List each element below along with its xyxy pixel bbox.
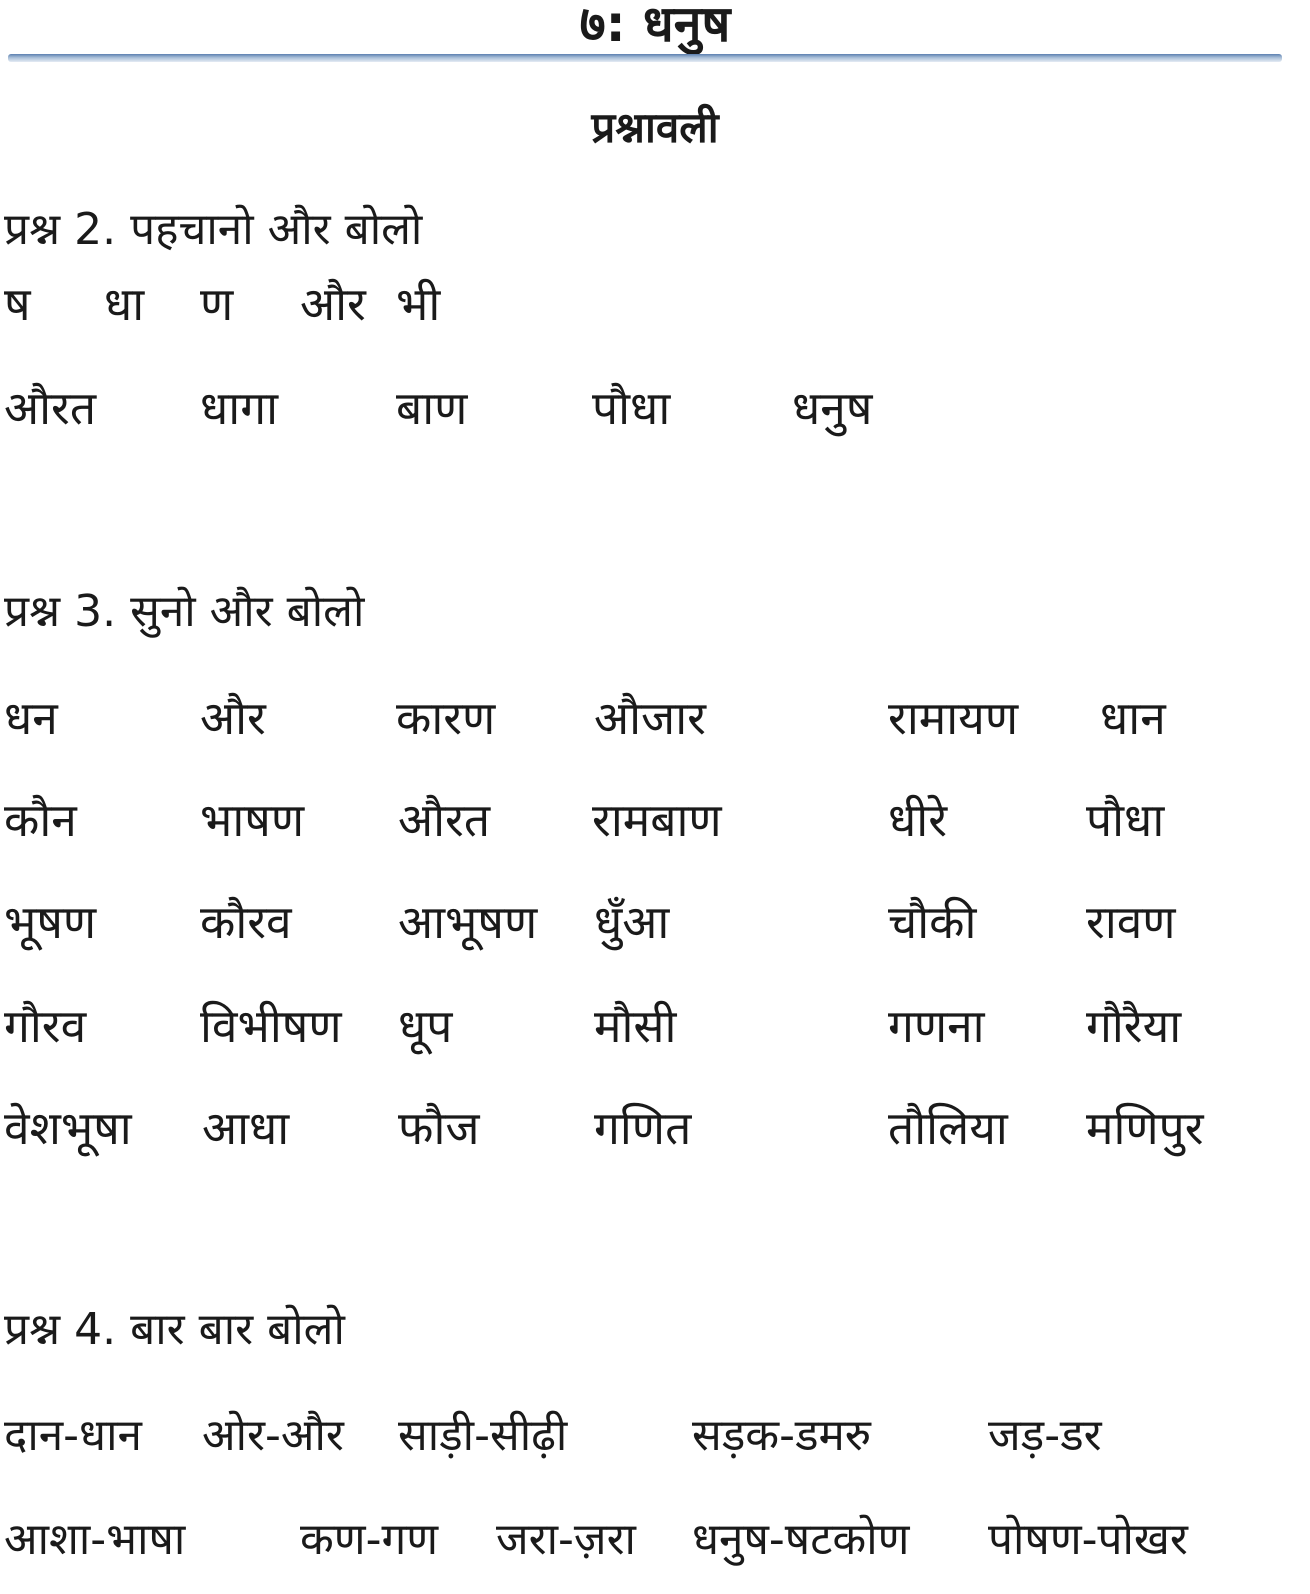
- exercise-heading: प्रश्नावली: [591, 103, 719, 152]
- word-pair: धनुष-षटकोण: [692, 1514, 910, 1565]
- word-item: कारण: [396, 691, 496, 745]
- letter-item: ण: [200, 277, 234, 331]
- title-underline: [8, 54, 1282, 62]
- word-item: रामायण: [888, 691, 1019, 745]
- question-3-row: [0, 1096, 1310, 1160]
- letter-item: भी: [396, 277, 441, 331]
- word-pair: जड़-डर: [988, 1410, 1102, 1461]
- word-item: गौरव: [4, 999, 87, 1053]
- question-3-row: [0, 788, 1310, 852]
- question-4-row: [0, 1404, 1310, 1468]
- word-pair: साड़ी-सीढ़ी: [398, 1410, 568, 1461]
- word-pair: दान-धान: [4, 1410, 142, 1461]
- word-pair: ओर-और: [202, 1410, 344, 1461]
- word-item: आधा: [202, 1101, 290, 1155]
- word-pair: पोषण-पोखर: [988, 1514, 1188, 1565]
- word-item: बाण: [396, 381, 468, 435]
- word-item: और: [200, 691, 266, 745]
- question-4-heading: प्रश्न 4. बार बार बोलो: [4, 1304, 345, 1355]
- question-4-row: [0, 1508, 1310, 1572]
- word-item: भूषण: [4, 895, 97, 949]
- word-item: औजार: [594, 691, 706, 745]
- question-3-row: [0, 994, 1310, 1058]
- word-item: रामबाण: [592, 793, 722, 847]
- question-2-words-row: [0, 376, 1310, 440]
- word-item: वेशभूषा: [4, 1101, 132, 1155]
- word-item: धागा: [200, 381, 279, 435]
- lesson-title: ७: धनुष: [579, 0, 731, 53]
- question-2-letters-row: [0, 272, 1310, 336]
- word-item: पौधा: [592, 381, 671, 435]
- word-item: पौधा: [1086, 793, 1165, 847]
- question-2-heading: प्रश्न 2. पहचानो और बोलो: [4, 204, 423, 255]
- question-3-row: [0, 686, 1310, 750]
- word-pair: आशा-भाषा: [4, 1514, 186, 1565]
- word-item: तौलिया: [888, 1101, 1008, 1155]
- word-item: मणिपुर: [1086, 1101, 1204, 1155]
- word-item: चौकी: [888, 895, 977, 949]
- letter-item: ष: [4, 277, 31, 331]
- letter-item: धा: [104, 277, 145, 331]
- word-item: भाषण: [200, 793, 305, 847]
- letter-item: और: [300, 277, 366, 331]
- word-item: धुँआ: [594, 895, 670, 949]
- question-3-heading: प्रश्न 3. सुनो और बोलो: [4, 586, 365, 637]
- word-pair: कण-गण: [300, 1514, 439, 1565]
- word-item: गणित: [594, 1101, 692, 1155]
- word-pair: जरा-ज़रा: [496, 1514, 636, 1565]
- word-item: कौरव: [200, 895, 292, 949]
- word-item: धीरे: [888, 793, 948, 847]
- word-item: औरत: [398, 793, 491, 847]
- word-item: फौज: [398, 1101, 480, 1155]
- word-item: मौसी: [594, 999, 677, 1053]
- word-item: धनुष: [792, 381, 873, 435]
- word-item: धान: [1100, 691, 1166, 745]
- word-pair: सड़क-डमरु: [692, 1410, 872, 1461]
- question-3-row: [0, 890, 1310, 954]
- word-item: धन: [4, 691, 58, 745]
- word-item: रावण: [1086, 895, 1176, 949]
- word-item: विभीषण: [200, 999, 342, 1053]
- word-item: गौरैया: [1086, 999, 1182, 1053]
- word-item: कौन: [4, 793, 77, 847]
- word-item: आभूषण: [398, 895, 538, 949]
- word-item: गणना: [888, 999, 985, 1053]
- word-item: औरत: [4, 381, 97, 435]
- word-item: धूप: [398, 999, 453, 1053]
